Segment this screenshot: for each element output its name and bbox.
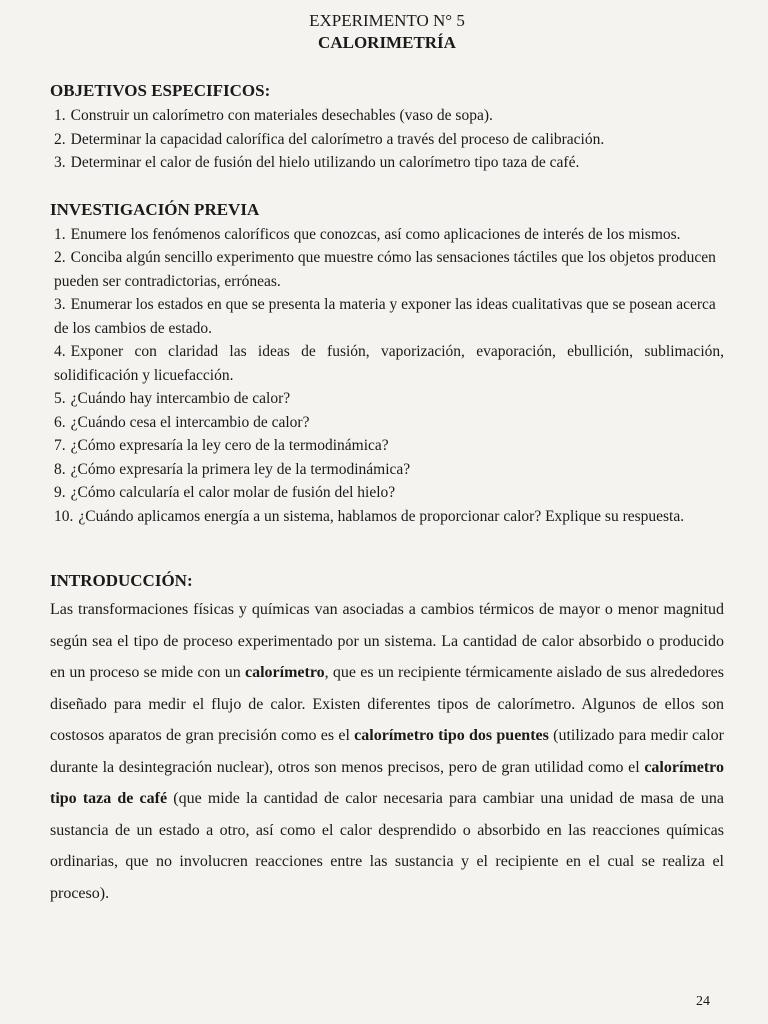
item-text: Determinar el calor de fusión del hielo utilizando un calorímetro tipo taza de café.	[70, 154, 580, 171]
item-text: Conciba algún sencillo experimento que muestre cómo las sensaciones táctiles que los objetos producen pueden ser contradictorias, erróneas.	[54, 249, 716, 290]
introduccion-section	[50, 570, 724, 909]
list-item	[54, 104, 724, 128]
investigacion-list	[54, 223, 724, 529]
item-text: ¿Cómo expresaría la ley cero de la termodinámica?	[70, 437, 389, 454]
item-text: Determinar la capacidad calorífica del calorímetro a través del proceso de calibración.	[70, 130, 605, 148]
item-number: 2.	[54, 130, 66, 148]
introduccion-heading: INTRODUCCIÓN:	[50, 571, 193, 590]
list-item	[54, 246, 724, 293]
item-number: 3.	[54, 154, 66, 171]
item-text: ¿Cuándo cesa el intercambio de calor?	[70, 413, 310, 431]
list-item	[54, 434, 724, 458]
paragraph-text: Las transformaciones físicas y químicas van asociadas a cambios térmicos de mayor o menor magnitud según sea el tipo de proceso experimentado por un sistema. La cantidad de calor absorbido o producido en un proceso se mide con un	[50, 601, 724, 681]
list-item	[54, 293, 724, 340]
item-number: 1.	[54, 225, 66, 243]
list-item	[54, 458, 724, 482]
paragraph-text: , que es un recipiente térmicamente aislado de sus alrededores diseñado para medir el flujo de calor. Existen diferentes tipos de calorímetro. Algunos de ellos son costosos aparatos de gran precisión como es el	[50, 664, 725, 744]
item-number: 4.	[54, 343, 66, 360]
item-number: 8.	[54, 460, 66, 478]
objetivos-heading: OBJETIVOS ESPECIFICOS:	[50, 81, 271, 100]
item-number: 6.	[54, 413, 66, 431]
experiment-title: EXPERIMENTO N° 5	[309, 11, 465, 30]
title-block	[50, 10, 724, 54]
list-item	[54, 481, 724, 505]
item-text: ¿Cuándo aplicamos energía a un sistema, hablamos de proporcionar calor? Explique su respuesta.	[78, 507, 685, 525]
list-item	[54, 505, 724, 529]
objetivos-section	[50, 80, 724, 175]
item-text: Construir un calorímetro con materiales desechables (vaso de sopa).	[70, 107, 493, 124]
item-text: ¿Cómo calcularía el calor molar de fusión del hielo?	[70, 484, 396, 501]
bold-term: calorímetro tipo taza de café	[50, 758, 724, 807]
paragraph-text: (utilizado para medir calor durante la desintegración nuclear), otros son menos precisos, pero de gran utilidad como el	[50, 727, 725, 776]
list-item	[54, 128, 724, 152]
list-item	[54, 223, 724, 247]
item-number: 1.	[54, 107, 66, 124]
item-number: 10.	[54, 507, 74, 525]
investigacion-section	[50, 199, 724, 529]
item-text: Exponer con claridad las ideas de fusión, vaporización, evaporación, ebullición, sublimación, solidificación y licuefacción.	[54, 343, 724, 384]
list-item	[54, 411, 724, 435]
objetivos-list	[54, 104, 724, 175]
item-number: 7.	[54, 437, 66, 454]
item-number: 3.	[54, 296, 66, 313]
item-text: ¿Cuándo hay intercambio de calor?	[70, 390, 291, 407]
item-text: Enumere los fenómenos caloríficos que conozcas, así como aplicaciones de interés de los mismos.	[70, 225, 681, 243]
introduccion-paragraph	[50, 594, 724, 909]
list-item	[54, 151, 724, 175]
topic-title: CALORIMETRÍA	[318, 33, 456, 52]
list-item	[54, 387, 724, 411]
item-number: 5.	[54, 390, 66, 407]
bold-term: calorímetro	[244, 664, 325, 681]
item-text: Enumerar los estados en que se presenta la materia y exponer las ideas cualitativas que se posean acerca de los cambios de estado.	[54, 296, 716, 337]
investigacion-heading: INVESTIGACIÓN PREVIA	[50, 199, 260, 219]
page-number: 24	[696, 994, 710, 1009]
item-number: 9.	[54, 484, 66, 501]
list-item	[54, 340, 724, 387]
bold-term: calorímetro tipo dos puentes	[354, 727, 549, 744]
item-text: ¿Cómo expresaría la primera ley de la termodinámica?	[70, 460, 411, 478]
item-number: 2.	[54, 249, 66, 266]
paragraph-text: (que mide la cantidad de calor necesaria para cambiar una unidad de masa de una sustancia de un estado a otro, así como el calor desprendido o absorbido en las reacciones químicas ordinarias, que no involucren reacciones entre las sustancia y el recipiente en el cual se realiza el proceso).	[50, 790, 724, 902]
